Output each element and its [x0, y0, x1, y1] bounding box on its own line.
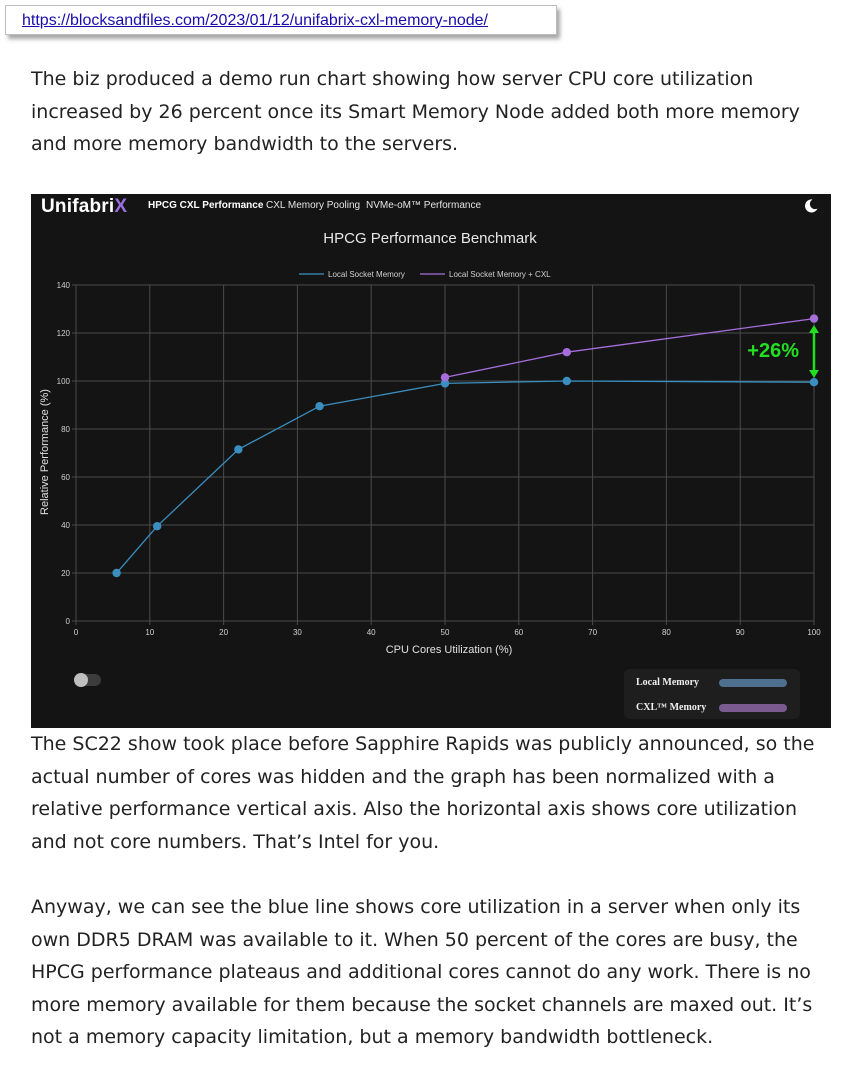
memory-legend-panel [624, 669, 800, 719]
x-tick-label: 80 [661, 628, 671, 637]
series-0-point[interactable] [810, 378, 818, 386]
series-1-point[interactable] [441, 373, 449, 381]
y-tick-label: 0 [65, 617, 70, 626]
url-box [5, 5, 557, 35]
series-0-point[interactable] [315, 402, 323, 410]
series-0-point[interactable] [234, 445, 242, 453]
tab-cxl-memory-pooling[interactable]: CXL Memory Pooling [266, 200, 361, 211]
y-tick-label: 20 [61, 569, 70, 578]
x-tick-label: 30 [292, 628, 302, 637]
legend-cxl-memory-bar [719, 704, 787, 712]
series-0-point[interactable] [112, 569, 120, 577]
article-intro-paragraph: The biz produced a demo run chart showing how server CPU core utilization increased by 26 percent once its Smart Memory Node added both more memory and more memory bandwidth to the servers. [31, 68, 800, 156]
legend-cxl-memory-label: CXL™ Memory [636, 702, 707, 713]
x-tick-label: 70 [588, 628, 598, 637]
tab-hpcg-cxl-performance[interactable]: HPCG CXL Performance [148, 200, 264, 211]
x-axis-label: CPU Cores Utilization (%) [385, 644, 513, 656]
benchmark-dashboard-screenshot [31, 194, 831, 728]
y-tick-label: 140 [56, 281, 70, 290]
hpcg-performance-chart [31, 194, 831, 664]
chart-title: HPCG Performance Benchmark [323, 230, 537, 247]
y-axis-label: Relative Performance (%) [39, 389, 51, 515]
y-tick-label: 80 [61, 425, 70, 434]
brand-x-mark: X [114, 196, 128, 217]
x-tick-label: 10 [145, 628, 155, 637]
series-0-point[interactable] [563, 377, 571, 385]
improvement-label: +26% [747, 340, 799, 362]
legend-local-memory-bar [719, 679, 787, 687]
y-tick-label: 120 [56, 329, 70, 338]
toggle-knob [74, 673, 88, 687]
source-url-link[interactable]: https://blocksandfiles.com/2023/01/12/unifabrix-cxl-memory-node/ [22, 12, 488, 29]
x-tick-label: 100 [807, 628, 821, 637]
legend-local-memory-label: Local Memory [636, 677, 700, 688]
legend-local-socket-memory-cxl: Local Socket Memory + CXL [449, 270, 551, 279]
x-tick-label: 40 [366, 628, 376, 637]
article-paragraph-bandwidth: Anyway, we can see the blue line shows core utilization in a server when only its own DDR5 DRAM was available to it. When 50 percent of the cores are busy, the HPCG performance plateaus and additional cores cannot do any work. There is no more memory available for them because the socket channels are maxed out. It’s not a memory capacity limitation, but a memory bandwidth bottleneck. [31, 896, 813, 1049]
x-tick-label: 50 [440, 628, 450, 637]
y-tick-label: 60 [61, 473, 70, 482]
article-paragraph-sc22: The SC22 show took place before Sapphire Rapids was publicly announced, so the actual number of cores was hidden and the graph has been normalized with a relative performance vertical axis. Also the horizontal axis shows core utilization and not core numbers. That’s Intel for you. [31, 733, 815, 853]
y-tick-label: 100 [56, 377, 70, 386]
x-tick-label: 20 [219, 628, 229, 637]
series-1-point[interactable] [810, 314, 818, 322]
brand-name: Unifabri [41, 196, 115, 217]
series-1-point[interactable] [563, 348, 571, 356]
series-0-point[interactable] [153, 522, 161, 530]
x-tick-label: 60 [514, 628, 524, 637]
x-tick-label: 0 [73, 628, 79, 637]
theme-toggle[interactable] [75, 674, 101, 686]
chart-legend [299, 270, 551, 279]
y-tick-label: 40 [61, 521, 70, 530]
legend-local-socket-memory: Local Socket Memory [328, 270, 405, 279]
tab-nvme-om-performance[interactable]: NVMe-oM™ Performance [366, 200, 482, 211]
x-tick-label: 90 [735, 628, 745, 637]
